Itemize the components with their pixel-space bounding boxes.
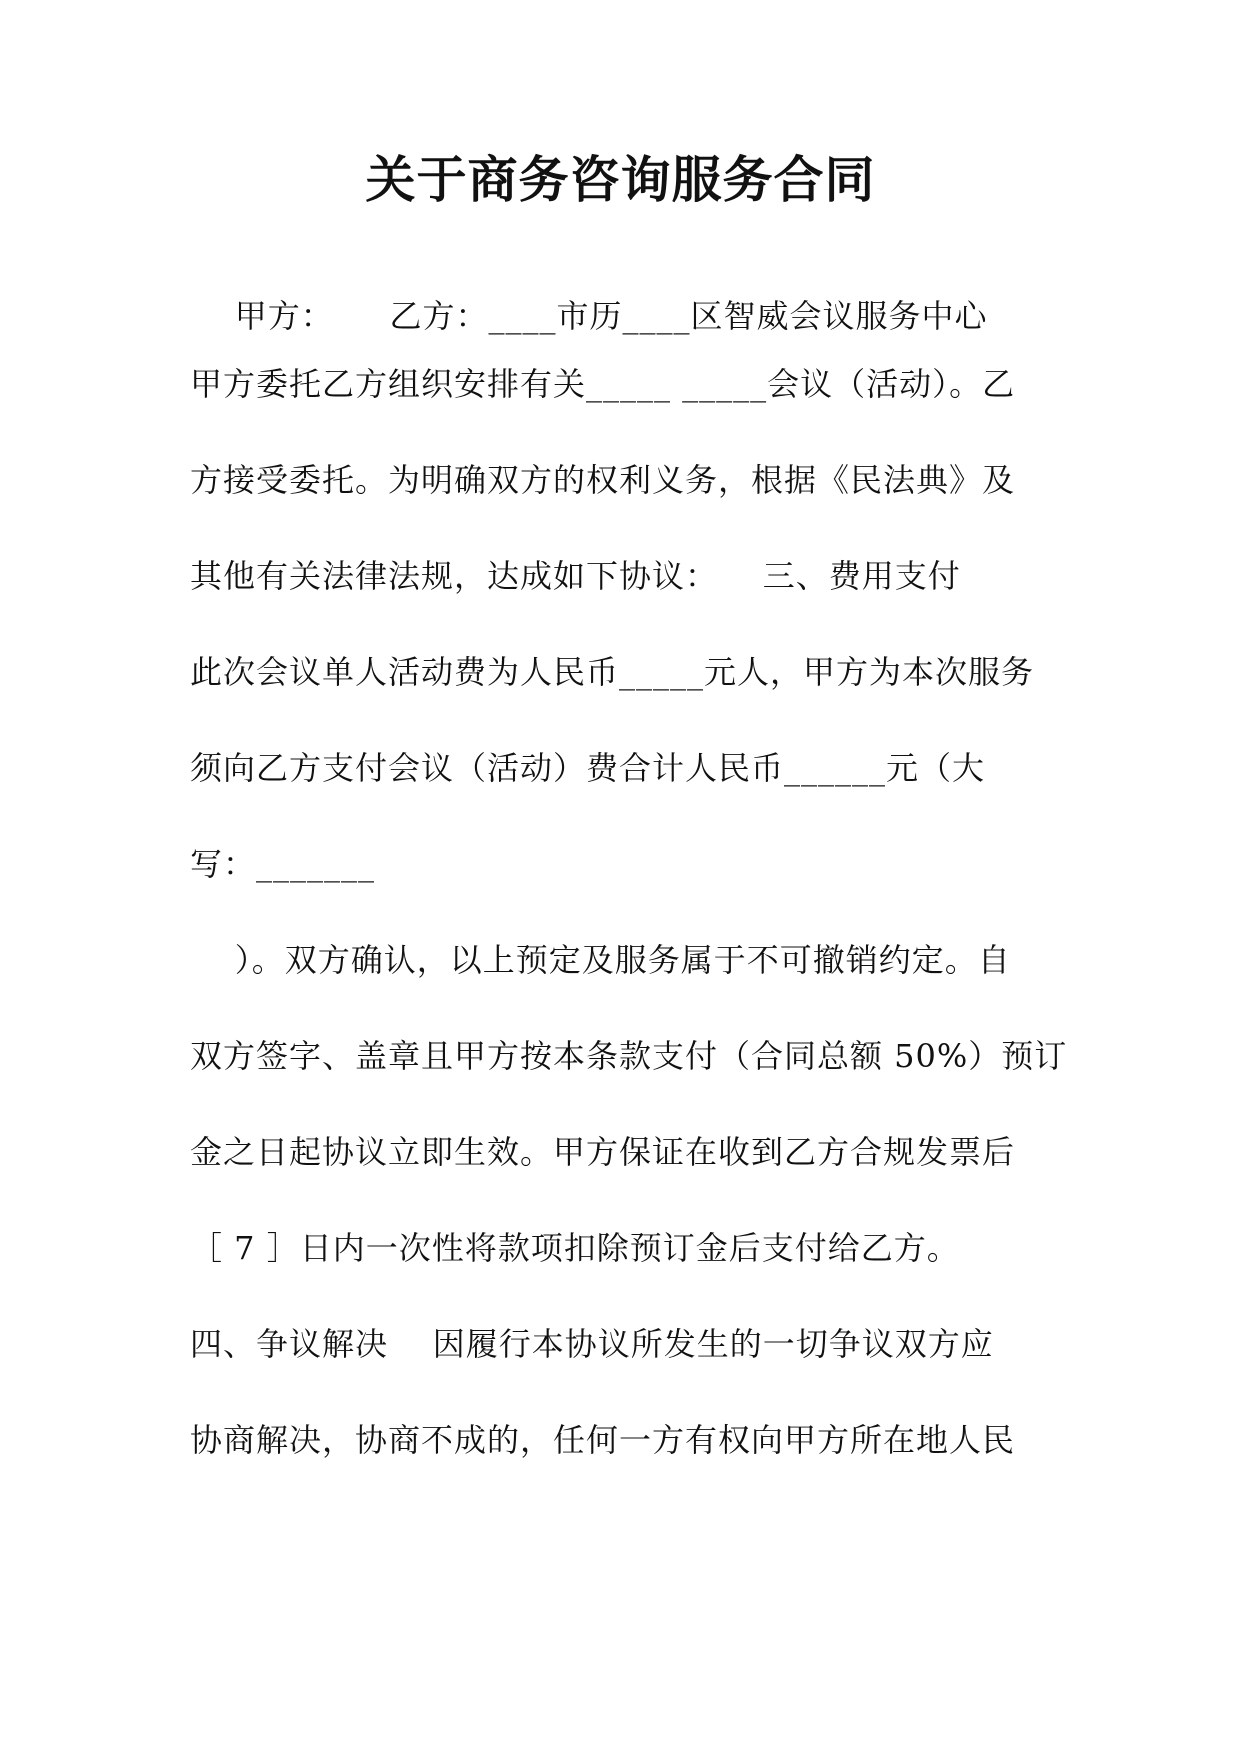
body-line-13: 协商解决，协商不成的，任何一方有权向甲方所在地人民 (190, 1421, 1016, 1459)
body-line-2: 甲方委托乙方组织安排有关_____ _____会议（活动）。乙 (190, 365, 1016, 403)
document-title: 关于商务咨询服务合同 (365, 150, 876, 209)
body-line-11: ［ 7 ］日内一次性将款项扣除预订金后支付给乙方。 (190, 1229, 960, 1267)
body-line-3: 方接受委托。为明确双方的权利义务，根据《民法典》及 (190, 461, 1016, 499)
body-line-1: 甲方： 乙方：____市历____区智威会议服务中心 (190, 297, 988, 335)
body-line-10: 金之日起协议立即生效。甲方保证在收到乙方合规发票后 (190, 1133, 1016, 1171)
body-line-8: ）。双方确认，以上预定及服务属于不可撤销约定。自 (190, 941, 1011, 979)
body-line-6: 须向乙方支付会议（活动）费合计人民币______元（大 (190, 749, 986, 787)
body-line-12: 四、争议解决 因履行本协议所发生的一切争议双方应 (190, 1325, 994, 1363)
body-line-9: 双方签字、盖章且甲方按本条款支付（合同总额 50%）预订 (190, 1037, 1068, 1075)
body-line-7: 写：_______ (190, 845, 376, 883)
body-line-5: 此次会议单人活动费为人民币_____元人，甲方为本次服务 (190, 653, 1035, 691)
body-line-4: 其他有关法律法规，达成如下协议： 三、费用支付 (190, 557, 961, 595)
